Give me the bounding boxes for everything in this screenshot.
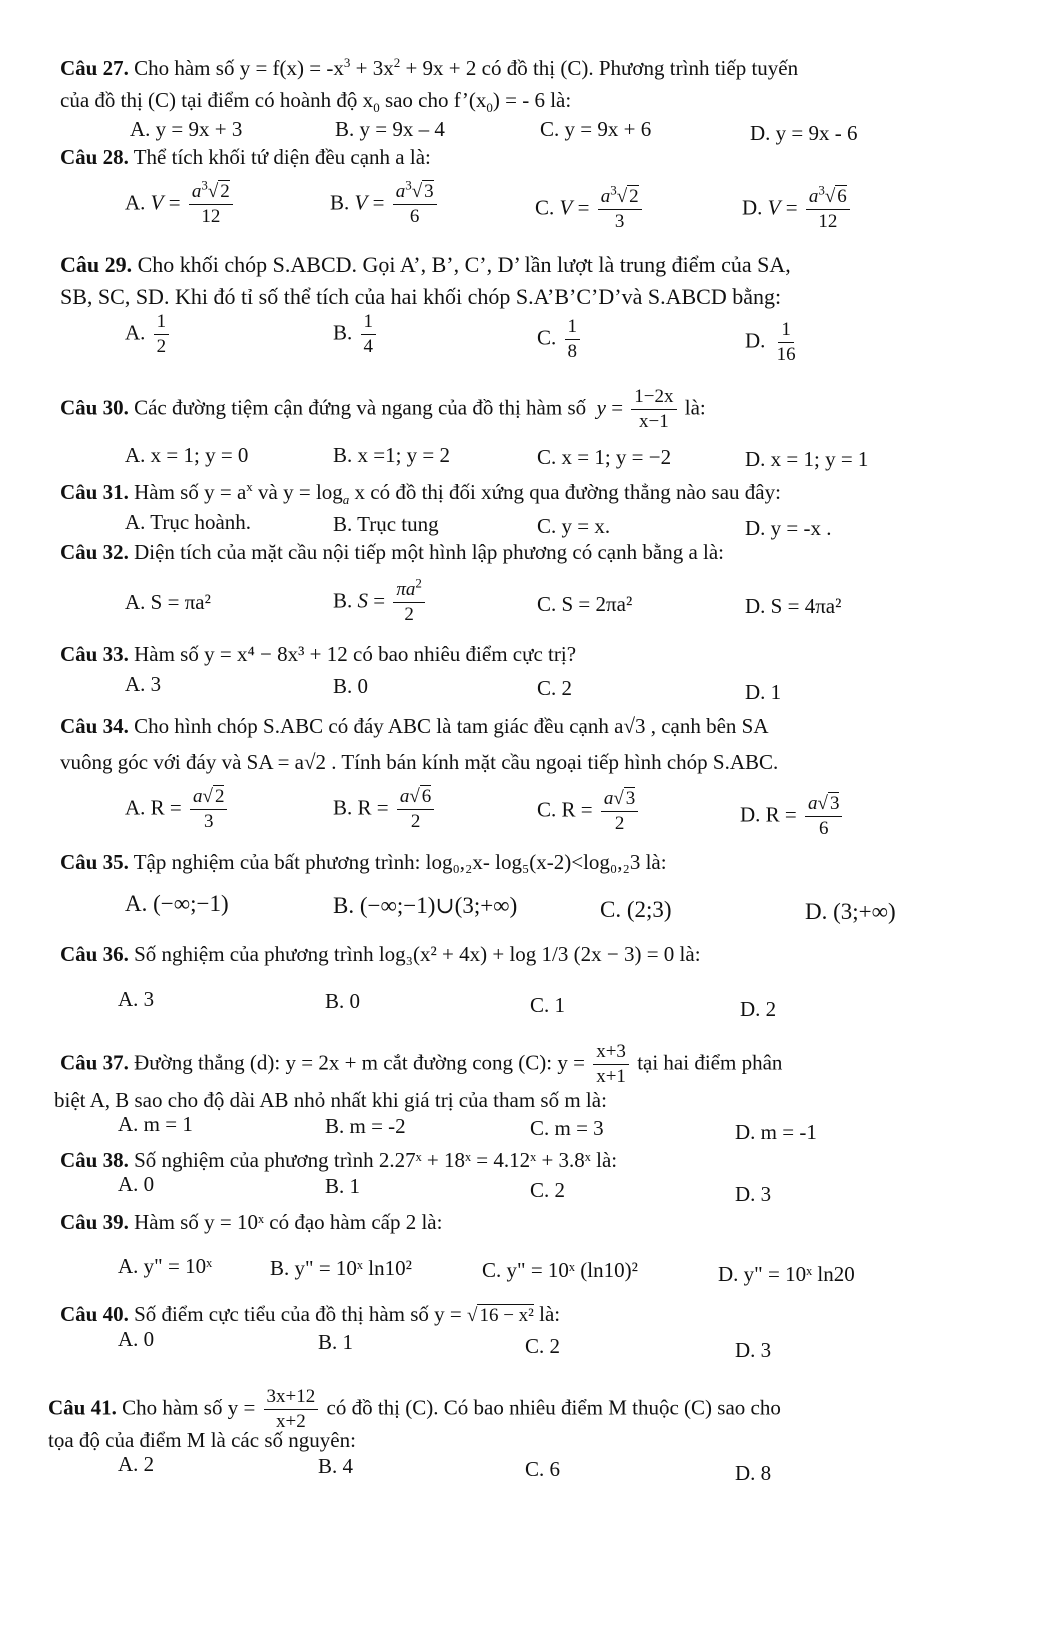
option-36-d[interactable]: D. 2: [740, 997, 777, 1021]
option-28-a[interactable]: A. V = $\frac{a^3√ 2}{12}$: [125, 180, 236, 229]
question-41-stem: Câu 41. Cho hàm số y = $\frac{3x+12}{x+2}$ có đồ thị (C). Có bao nhiêu điểm M thuộc (C) sao cho: [48, 1386, 781, 1432]
option-39-c[interactable]: C. y" = 10ˣ (ln10)²: [482, 1258, 638, 1282]
question-36-stem: Câu 36. Số nghiệm của phương trình log₃(x² + 4x) + log 1/3 (2x − 3) = 0 là:: [60, 942, 701, 966]
option-40-d[interactable]: D. 3: [735, 1338, 772, 1362]
option-40-c[interactable]: C. 2: [525, 1334, 561, 1358]
option-39-a[interactable]: A. y" = 10ˣ: [118, 1254, 213, 1278]
question-34-stem-line2: vuông góc với đáy và SA = a√2 . Tính bán kính mặt cầu ngoại tiếp hình chóp S.ABC.: [60, 750, 779, 774]
option-32-b[interactable]: B. S = $\frac{\pi a^2}{2}$: [333, 578, 428, 627]
option-34-b[interactable]: B. R = $\frac{a√ 6}{2}$: [333, 785, 437, 834]
option-37-d[interactable]: D. m = -1: [735, 1120, 817, 1144]
option-28-c[interactable]: C. V = $\frac{a^3√ 2}{3}$: [535, 185, 645, 234]
question-37-stem: Câu 37. Đường thẳng (d): y = 2x + m cắt đường cong (C): y = $\frac{x+3}{x+1}$ tại hai điểm phân: [60, 1041, 783, 1087]
question-39-stem: Câu 39. Hàm số y = 10ˣ có đạo hàm cấp 2 là:: [60, 1210, 443, 1234]
question-31-stem: Câu 31. Hàm số $y = a^x$ và $y = \log_a x$ có đồ thị đối xứng qua đường thẳng nào sau đây:: [60, 479, 781, 508]
option-31-c[interactable]: C. y = x.: [537, 514, 611, 538]
question-34-stem: Câu 34. Cho hình chóp S.ABC có đáy ABC là tam giác đều cạnh a√3 , cạnh bên SA: [60, 714, 769, 738]
option-36-a[interactable]: A. 3: [118, 987, 155, 1011]
option-34-d[interactable]: D. R = $\frac{a√ 3}{6}$: [740, 792, 845, 841]
option-37-a[interactable]: A. m = 1: [118, 1112, 193, 1136]
option-29-b[interactable]: B. $\frac{1}{4}$: [333, 310, 379, 359]
option-34-a[interactable]: A. R = $\frac{a√ 2}{3}$: [125, 785, 230, 834]
option-32-c[interactable]: C. S = 2πa²: [537, 592, 633, 616]
question-33-stem: Câu 33. Hàm số y = x⁴ − 8x³ + 12 có bao nhiêu điểm cực trị?: [60, 642, 577, 666]
option-29-c[interactable]: C. $\frac{1}{8}$: [537, 315, 583, 364]
option-30-c[interactable]: C. x = 1; y = −2: [537, 445, 672, 469]
question-32-stem: Câu 32. Diện tích của mặt cầu nội tiếp một hình lập phương có cạnh bằng a là:: [60, 540, 725, 564]
option-29-d[interactable]: D. $\frac{1}{16}$: [745, 319, 796, 365]
option-41-a[interactable]: A. 2: [118, 1452, 155, 1476]
option-35-c[interactable]: C. (2;3): [600, 897, 672, 922]
option-38-d[interactable]: D. 3: [735, 1182, 772, 1206]
option-35-d[interactable]: D. (3;+∞): [805, 899, 896, 924]
option-34-c[interactable]: C. R = $\frac{a√ 3}{2}$: [537, 787, 641, 836]
option-38-c[interactable]: C. 2: [530, 1178, 566, 1202]
question-28-stem: Câu 28. Thể tích khối tứ diện đều cạnh a là:: [60, 145, 431, 169]
option-27-d[interactable]: D. y = 9x - 6: [750, 121, 858, 145]
option-35-a[interactable]: A. (−∞;−1): [125, 891, 229, 916]
option-40-b[interactable]: B. 1: [318, 1330, 354, 1354]
question-38-stem: Câu 38. Số nghiệm của phương trình 2.27ˣ + 18ˣ = 4.12ˣ + 3.8ˣ là:: [60, 1148, 618, 1172]
option-33-a[interactable]: A. 3: [125, 672, 162, 696]
option-30-b[interactable]: B. x =1; y = 2: [333, 443, 451, 467]
option-39-d[interactable]: D. y" = 10ˣ ln20: [718, 1262, 855, 1286]
option-41-b[interactable]: B. 4: [318, 1454, 354, 1478]
option-28-d[interactable]: D. V = $\frac{a^3√ 6}{12}$: [742, 185, 853, 234]
question-41-stem-line2: tọa độ của điểm M là các số nguyên:: [48, 1428, 356, 1452]
option-31-a[interactable]: A. Trục hoành.: [125, 510, 252, 534]
option-33-b[interactable]: B. 0: [333, 674, 369, 698]
option-31-b[interactable]: B. Trục tung: [333, 512, 439, 536]
option-28-b[interactable]: B. V = $\frac{a^3√ 3}{6}$: [330, 180, 440, 229]
question-30-stem: Câu 30. Các đường tiệm cận đứng và ngang của đồ thị hàm số y = $\frac{1-2x}{x-1}$ là:: [60, 386, 706, 432]
question-40-stem: Câu 40. Số điểm cực tiểu của đồ thị hàm số y = √ 16 − x² là:: [60, 1302, 561, 1326]
option-36-c[interactable]: C. 1: [530, 993, 566, 1017]
question-27-stem: Câu 27. Cho hàm số $y = f(x) = -x^3 + 3x^2 + 9x + 2$ có đồ thị (C). Phương trình tiếp tuyến: [60, 55, 799, 80]
option-32-a[interactable]: A. S = πa²: [125, 590, 211, 614]
option-35-b[interactable]: B. (−∞;−1)∪(3;+∞): [333, 893, 518, 918]
option-41-c[interactable]: C. 6: [525, 1457, 561, 1481]
option-36-b[interactable]: B. 0: [325, 989, 361, 1013]
option-32-d[interactable]: D. S = 4πa²: [745, 594, 842, 618]
option-40-a[interactable]: A. 0: [118, 1327, 155, 1351]
option-27-a[interactable]: A. y = 9x + 3: [130, 117, 243, 141]
question-37-stem-line2: biệt A, B sao cho độ dài AB nhỏ nhất khi giá trị của tham số m là:: [54, 1088, 607, 1112]
option-30-a[interactable]: A. x = 1; y = 0: [125, 443, 249, 467]
option-37-b[interactable]: B. m = -2: [325, 1114, 406, 1138]
option-37-c[interactable]: C. m = 3: [530, 1116, 604, 1140]
question-27-stem-line2: của đồ thị (C) tại điểm có hoành độ $x_0$ sao cho $f’(x_0)$ = - 6 là:: [60, 88, 572, 116]
question-29-stem-line2: SB, SC, SD. Khi đó tỉ số thể tích của hai khối chóp S.A’B’C’D’và S.ABCD bằng:: [60, 284, 782, 309]
option-30-d[interactable]: D. x = 1; y = 1: [745, 447, 869, 471]
option-38-a[interactable]: A. 0: [118, 1172, 155, 1196]
option-27-b[interactable]: B. y = 9x – 4: [335, 117, 445, 141]
option-41-d[interactable]: D. 8: [735, 1461, 772, 1485]
option-27-c[interactable]: C. y = 9x + 6: [540, 117, 652, 141]
option-39-b[interactable]: B. y" = 10ˣ ln10²: [270, 1256, 412, 1280]
question-35-stem: Câu 35. Tập nghiệm của bất phương trình: log₀,₂x- log₅(x-2)<log₀,₂3 là:: [60, 850, 667, 874]
question-29-stem: Câu 29. Cho khối chóp S.ABCD. Gọi A’, B’, C’, D’ lần lượt là trung điểm của SA,: [60, 252, 791, 277]
option-31-d[interactable]: D. y = -x .: [745, 516, 832, 540]
option-38-b[interactable]: B. 1: [325, 1174, 361, 1198]
option-33-c[interactable]: C. 2: [537, 676, 573, 700]
option-29-a[interactable]: A. $\frac{1}{2}$: [125, 310, 172, 359]
option-33-d[interactable]: D. 1: [745, 680, 782, 704]
